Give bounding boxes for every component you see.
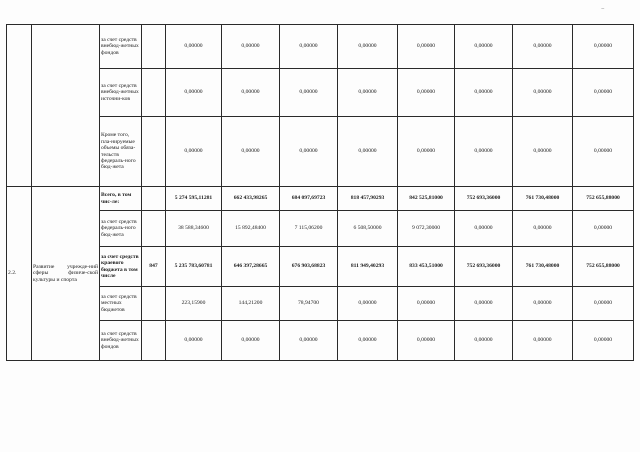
amount-cell: 0,00000 — [222, 69, 280, 117]
funding-source: за счет средств краевого бюджета в том числе — [100, 247, 142, 287]
amount-cell: 818 457,90293 — [338, 187, 398, 211]
amount-cell: 833 453,51000 — [398, 247, 455, 287]
budget-code — [142, 187, 166, 211]
amount-cell: 752 693,36000 — [455, 187, 513, 211]
amount-cell: 223,15900 — [166, 287, 222, 321]
amount-cell: 0,00000 — [573, 25, 634, 69]
table-row — [7, 287, 634, 321]
amount-cell: 9 072,30000 — [398, 211, 455, 247]
amount-cell: 78,94700 — [280, 287, 338, 321]
amount-cell: 0,00000 — [166, 25, 222, 69]
amount-cell: 0,00000 — [513, 321, 573, 361]
amount-cell: 15 892,48400 — [222, 211, 280, 247]
amount-cell: 752 693,36000 — [455, 247, 513, 287]
amount-cell: 676 903,68823 — [280, 247, 338, 287]
amount-cell: 0,00000 — [573, 211, 634, 247]
amount-cell: 0,00000 — [573, 287, 634, 321]
amount-cell: 6 508,50000 — [338, 211, 398, 247]
amount-cell: 646 397,28665 — [222, 247, 280, 287]
row-index: 2.2. — [7, 187, 32, 361]
amount-cell: 684 097,69723 — [280, 187, 338, 211]
amount-cell: 5 235 783,60781 — [166, 247, 222, 287]
amount-cell: 0,00000 — [280, 117, 338, 187]
amount-cell: 0,00000 — [455, 117, 513, 187]
amount-cell: 0,00000 — [338, 321, 398, 361]
name-cell-empty — [32, 25, 100, 187]
table-row — [7, 321, 634, 361]
amount-cell: 0,00000 — [338, 25, 398, 69]
funding-source: Всего, в том чис-ле: — [100, 187, 142, 211]
table-row — [7, 247, 634, 287]
table-row — [7, 117, 634, 187]
budget-code: 847 — [142, 247, 166, 287]
amount-cell: 761 730,48000 — [513, 187, 573, 211]
budget-code — [142, 321, 166, 361]
amount-cell: 0,00000 — [398, 117, 455, 187]
amount-cell: 0,00000 — [222, 25, 280, 69]
amount-cell: 0,00000 — [338, 117, 398, 187]
funding-source: Кроме того, пла-нируемые объемы обяза-тельств федераль-ного бюд-жета — [100, 117, 142, 187]
amount-cell: 842 525,81000 — [398, 187, 455, 211]
amount-cell: 0,00000 — [338, 287, 398, 321]
index-cell-empty — [7, 25, 32, 187]
funding-source: за счет средств внебюд-жетных источни-ков — [100, 69, 142, 117]
table-row — [7, 187, 634, 211]
amount-cell: 0,00000 — [398, 25, 455, 69]
amount-cell: 752 655,88000 — [573, 187, 634, 211]
amount-cell: 0,00000 — [455, 211, 513, 247]
funding-source: за счет средств внебюд-жетных фондов — [100, 321, 142, 361]
amount-cell: 0,00000 — [455, 25, 513, 69]
amount-cell: 0,00000 — [573, 321, 634, 361]
budget-code — [142, 211, 166, 247]
amount-cell: 5 274 595,11281 — [166, 187, 222, 211]
amount-cell: 0,00000 — [513, 25, 573, 69]
amount-cell: 761 730,48000 — [513, 247, 573, 287]
amount-cell: 0,00000 — [222, 117, 280, 187]
amount-cell: 811 949,40293 — [338, 247, 398, 287]
budget-table — [6, 24, 634, 361]
budget-code — [142, 69, 166, 117]
amount-cell: 0,00000 — [338, 69, 398, 117]
amount-cell: 0,00000 — [513, 69, 573, 117]
amount-cell: 0,00000 — [166, 117, 222, 187]
table-row — [7, 69, 634, 117]
amount-cell: 0,00000 — [513, 211, 573, 247]
budget-table-body — [7, 25, 634, 361]
amount-cell: 0,00000 — [280, 25, 338, 69]
amount-cell: 144,21200 — [222, 287, 280, 321]
budget-code — [142, 25, 166, 69]
table-row — [7, 25, 634, 69]
amount-cell: 0,00000 — [455, 287, 513, 321]
amount-cell: 0,00000 — [455, 321, 513, 361]
amount-cell: 0,00000 — [573, 69, 634, 117]
budget-code — [142, 287, 166, 321]
amount-cell: 0,00000 — [280, 321, 338, 361]
amount-cell: 0,00000 — [513, 117, 573, 187]
amount-cell: 662 433,98265 — [222, 187, 280, 211]
amount-cell: 7 115,06200 — [280, 211, 338, 247]
funding-source: за счет средств федераль-ного бюд-жета — [100, 211, 142, 247]
budget-code — [142, 117, 166, 187]
amount-cell: 0,00000 — [166, 321, 222, 361]
amount-cell: 0,00000 — [398, 287, 455, 321]
amount-cell: 0,00000 — [455, 69, 513, 117]
page-corner-mark: – — [601, 4, 605, 12]
amount-cell: 0,00000 — [573, 117, 634, 187]
funding-source: за счет средств местных бюджетов — [100, 287, 142, 321]
activity-name: Развитие учрежде-ний сферы физиче-ской культуры и спорта — [32, 187, 100, 361]
funding-source: за счет средств внебюд-жетных фондов — [100, 25, 142, 69]
amount-cell: 752 655,88000 — [573, 247, 634, 287]
table-row — [7, 211, 634, 247]
amount-cell: 0,00000 — [513, 287, 573, 321]
amount-cell: 0,00000 — [398, 69, 455, 117]
amount-cell: 0,00000 — [166, 69, 222, 117]
amount-cell: 0,00000 — [222, 321, 280, 361]
amount-cell: 38 588,34600 — [166, 211, 222, 247]
amount-cell: 0,00000 — [398, 321, 455, 361]
amount-cell: 0,00000 — [280, 69, 338, 117]
